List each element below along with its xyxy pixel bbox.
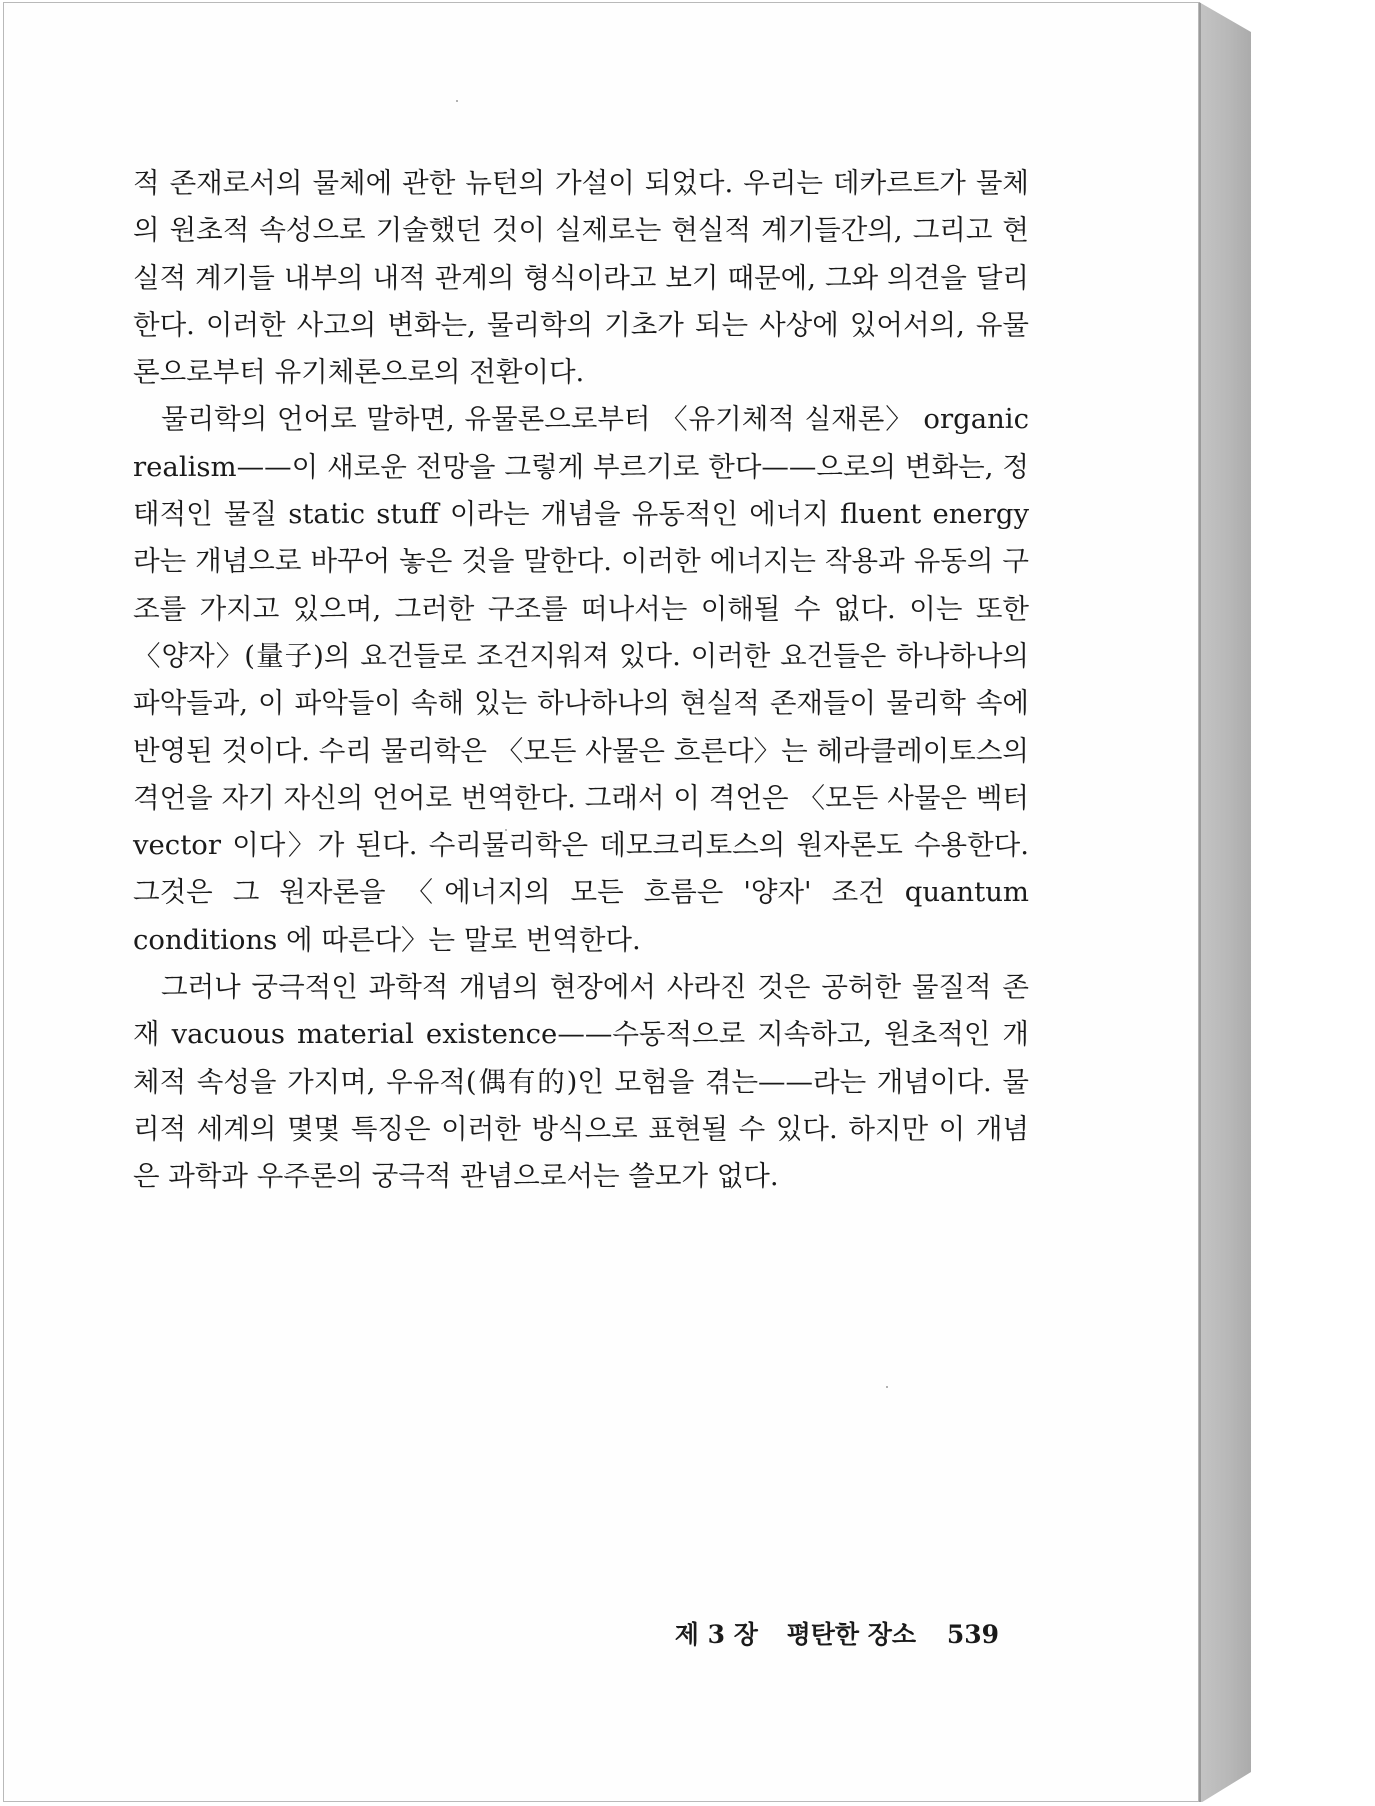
running-footer [675,1615,999,1651]
chapter-label: 제 3 장 [674,1620,758,1649]
page-number: 539 [946,1620,999,1649]
section-title: 평탄한 장소 [786,1620,917,1649]
spine-shadow [1199,2,1201,1802]
scan-speck [456,100,458,102]
spine-top-corner [1199,2,1251,32]
paragraph-2: 물리학의 언어로 말하면, 유물론으로부터 〈유기체적 실재론〉 organic realism——이 새로운 전망을 그렇게 부르기로 한다——으로의 변화는, 정태적인 물질 static stuff 이라는 개념을 유동적인 에너지 fluent energy 라는 개념으로 바꾸어 놓은 것을 말한다. 이러한 에너지는 작용과 유동의 구조를 가지고 있으며, 그러한 구조를 떠나서는 이해될 수 없다. 이는 또한 〈양자〉(量子)의 요건들로 조건지워져 있다. 이러한 요건들은 하나하나의 파악들과, 이 파악들이 속해 있는 하나하나의 현실적 존재들이 물리학 속에 반영된 것이다. 수리 물리학은 〈모든 사물은 흐른다〉는 헤라클레이토스의 격언을 자기 자신의 언어로 번역한다. 그래서 이 격언은 〈모든 사물은 벡터 vector 이다〉가 된다. 수리물리학은 데모크리토스의 원자론도 수용한다. 그것은 그 원자론을 〈에너지의 모든 흐름은 '양자' 조건 quantum conditions 에 따른다〉는 말로 번역한다. [133,403,1029,956]
paragraph-3: 그러나 궁극적인 과학적 개념의 현장에서 사라진 것은 공허한 물질적 존재 vacuous material existence——수동적으로 지속하고, 원초적인 개체적 속성을 가지며, 우유적(偶有的)인 모험을 겪는——라는 개념이다. 물리적 세계의 몇몇 특징은 이러한 방식으로 표현될 수 있다. 하지만 이 개념은 과학과 우주론의 궁극적 관념으로서는 쓸모가 없다. [133,971,1029,1193]
body-text [133,160,1029,1201]
paragraph-1: 적 존재로서의 물체에 관한 뉴턴의 가설이 되었다. 우리는 데카르트가 물체의 원초적 속성으로 기술했던 것이 실제로는 현실적 계기들간의, 그리고 현실적 계기들 내부의 내적 관계의 형식이라고 보기 때문에, 그와 의견을 달리한다. 이러한 사고의 변화는, 물리학의 기초가 되는 사상에 있어서의, 유물론으로부터 유기체론으로의 전환이다. [133,167,1029,389]
scan-speck [886,1386,888,1388]
spine-bottom-corner [1199,1772,1251,1804]
book-spine-edge [1199,2,1251,1802]
